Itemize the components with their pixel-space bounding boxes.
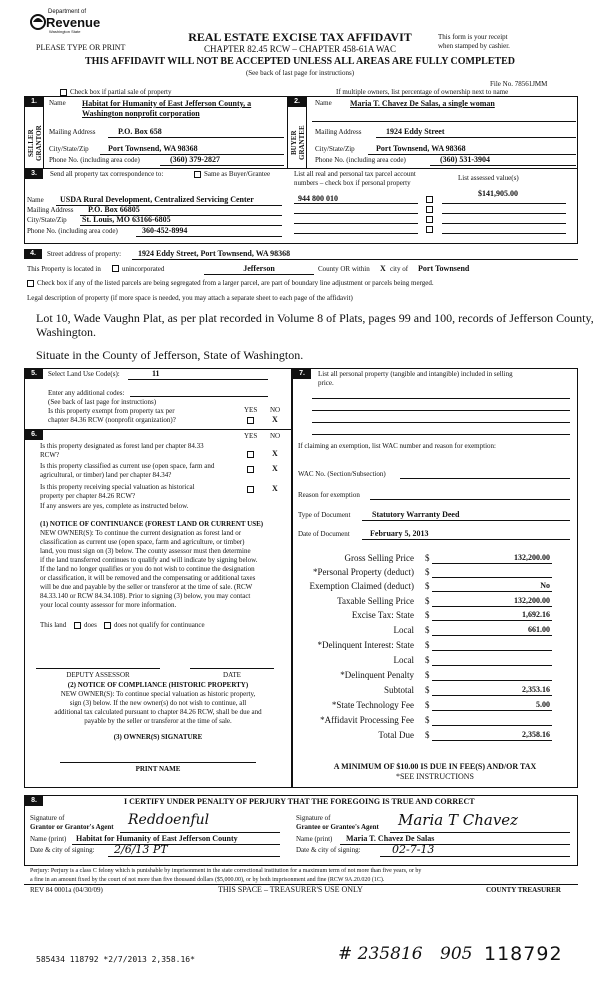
q3-yes-checkbox[interactable]	[247, 486, 254, 493]
calc-label: *State Technology Fee	[331, 700, 414, 710]
doc-date-label: Date of Document	[298, 530, 350, 538]
segregated-label: Check box if any of the listed parcels are being segregated from a larger parcel, are part of boundary line adjustment or parcels being merged.	[37, 279, 434, 287]
form-warning: THIS AFFIDAVIT WILL NOT BE ACCEPTED UNLESS ALL AREAS ARE FULLY COMPLETED	[84, 56, 516, 67]
calc-label: Excise Tax: State	[351, 610, 414, 620]
calc-dollar: $	[425, 730, 430, 740]
notice1-l5: If the land no longer qualifies or you do not wish to continue the designation	[40, 565, 255, 573]
notice2-title: (2) NOTICE OF COMPLIANCE (HISTORIC PROPERTY)	[67, 681, 249, 689]
section-1-tag: 1.	[25, 97, 43, 107]
q2-answer[interactable]: X	[272, 464, 278, 473]
doc-date[interactable]: February 5, 2013	[370, 529, 429, 538]
q1a: Is this property designated as forest land per chapter 84.33	[40, 442, 204, 450]
property-city[interactable]: Port Townsend	[418, 264, 470, 273]
seller-name-2[interactable]: Washington nonprofit corporation	[82, 109, 200, 118]
section-2-tag: 2.	[288, 97, 306, 107]
buyer-side-label: BUYER GRANTEE	[290, 125, 306, 161]
handwritten-code: 905	[440, 944, 473, 964]
perjury-2: a fine in an amount fixed by the court of not more than five thousand dollars ($5,000.00), or by both imprisonment and fine (RCW 9A.20.020 (1C).	[30, 877, 385, 883]
notice1-l2: classification as current use (open space, farm and agriculture, or timber)	[40, 538, 245, 546]
deputy-assessor: DEPUTY ASSESSOR	[66, 671, 130, 679]
calc-label: *Delinquent Interest: State	[317, 640, 414, 650]
parcel-account[interactable]: 944 800 010	[298, 194, 338, 203]
calc-label: Exemption Claimed (deduct)	[309, 581, 414, 591]
notice2-l4: payable by the seller or transferor at the time of sale.	[84, 717, 232, 725]
grantee-name[interactable]: Maria T. Chavez De Salas	[346, 834, 435, 843]
buyer-name[interactable]: Maria T. Chavez De Salas, a single woman	[350, 99, 495, 108]
grantee-sig-label-2: Grantee or Grantee's Agent	[296, 823, 379, 831]
calc-dollar: $	[425, 655, 430, 665]
q3b: property per chapter 84.26 RCW?	[40, 492, 136, 500]
calc-dollar: $	[425, 567, 430, 577]
grantor-date-label: Date & city of signing:	[30, 846, 95, 854]
grantee-name-label: Name (print)	[296, 835, 333, 843]
grantee-date[interactable]: 02-7-13	[392, 843, 435, 856]
doc-type[interactable]: Statutory Warranty Deed	[372, 510, 460, 519]
s5-see-back: (See back of last page for instructions)	[48, 398, 157, 406]
file-no: File No. 78561JMM	[490, 80, 548, 88]
handwritten-receipt: # 235816	[338, 944, 423, 964]
calc-dollar: $	[425, 715, 430, 725]
seller-name[interactable]: Habitat for Humanity of East Jefferson County, a	[82, 99, 252, 108]
logo-text: Revenue	[46, 15, 101, 30]
any-yes: If any answers are yes, complete as instructed below.	[40, 502, 189, 510]
multiple-owners: If multiple owners, list percentage of ownership next to name	[336, 88, 509, 96]
q2-yes-checkbox[interactable]	[247, 466, 254, 473]
grantor-name[interactable]: Habitat for Humanity of East Jefferson County	[76, 834, 238, 843]
buyer-phone[interactable]: (360) 531-3904	[440, 155, 490, 164]
accounts-label-2: numbers – check box if personal property	[294, 179, 411, 187]
land-use-code[interactable]: 11	[152, 369, 160, 378]
q1b: RCW?	[40, 451, 60, 459]
notice1-l3: land, you must sign on (3) below. The county assessor must then determine	[40, 547, 251, 555]
legal-desc-1: Lot 10, Wade Vaughn Plat, as per plat recorded in Volume 8 of Plats, pages 99 and 100, records of Jefferson County,	[36, 311, 594, 325]
does-not-label: does not qualify for continuance	[114, 621, 205, 629]
tax-corr-label: Send all property tax correspondence to:	[50, 170, 164, 178]
tax-corr-mailing-label: Mailing Address	[27, 206, 74, 214]
calc-value[interactable]: 132,200.00	[514, 553, 550, 562]
calc-dollar: $	[425, 685, 430, 695]
accounts-label-1: List all real and personal tax parcel account	[294, 170, 416, 178]
calc-dollar: $	[425, 610, 430, 620]
calc-label: Taxable Selling Price	[337, 596, 414, 606]
property-street[interactable]: 1924 Eddy Street, Port Townsend, WA 98368	[138, 249, 291, 258]
assessed-value[interactable]: $141,905.00	[478, 189, 518, 198]
seller-name-label: Name	[49, 99, 66, 107]
calc-dollar: $	[425, 596, 430, 606]
notice2-l3: additional tax calculated pursuant to chapter 84.26 RCW, shall be due and	[54, 708, 262, 716]
calc-label: *Personal Property (deduct)	[313, 567, 414, 577]
calc-dollar: $	[425, 670, 430, 680]
minimum-fee-2: *SEE INSTRUCTIONS	[395, 772, 474, 781]
tax-corr-city-label: City/State/Zip	[27, 216, 67, 224]
section-5-tag: 5.	[25, 369, 43, 379]
revenue-logo	[30, 8, 101, 36]
partial-sale-label: Check box if partial sale of property	[70, 88, 172, 96]
additional-codes: Enter any additional codes:	[48, 389, 125, 397]
section-4-tag: 4.	[24, 249, 42, 259]
exemption-label: If claiming an exemption, list WAC number and reason for exemption:	[298, 442, 496, 450]
notice1-l1: NEW OWNER(S): To continue the current designation as forest land or	[40, 529, 242, 537]
s7-label-1: List all personal property (tangible and intangible) included in selling	[318, 370, 513, 378]
calc-label: Subtotal	[383, 685, 414, 695]
buyer-city[interactable]: Port Townsend, WA 98368	[376, 144, 466, 153]
segregated-checkbox[interactable]	[27, 280, 34, 287]
wac-label: WAC No. (Section/Subsection)	[298, 470, 386, 478]
certify-statement: I CERTIFY UNDER PENALTY OF PERJURY THAT THE FOREGOING IS TRUE AND CORRECT	[124, 797, 475, 806]
seller-mailing[interactable]: P.O. Box 658	[118, 127, 162, 136]
grantee-date-label: Date & city of signing:	[296, 846, 361, 854]
seller-phone-label: Phone No. (including area code)	[49, 156, 140, 164]
reason-label: Reason for exemption	[298, 491, 360, 499]
section-6-tag: 6.	[25, 430, 43, 440]
s5-no: NO	[270, 406, 281, 414]
tax-corr-mailing[interactable]: P.O. Box 66805	[88, 205, 140, 214]
calc-label: Local	[393, 655, 414, 665]
exempt-q1: Is this property exempt from property tax per	[48, 407, 175, 415]
calc-dollar: $	[425, 625, 430, 635]
notice1-l7: will be due and payable by the seller or transferor at the time of sale. (RCW	[40, 583, 253, 591]
form-number: REV 84 0001a (04/30/09)	[30, 886, 103, 894]
notice1-l8: 84.33.140 or RCW 84.34.108). Prior to signing (3) below, you may contact	[40, 592, 251, 600]
grantee-signature[interactable]: Maria T Chavez	[398, 811, 519, 829]
receipt-stamp: 585434 118792 *2/7/2013 2,358.16*	[36, 955, 195, 964]
section-3-tag: 3.	[25, 169, 43, 179]
parcel-checkbox-2[interactable]	[426, 206, 433, 213]
exempt-yes-checkbox[interactable]	[247, 417, 254, 424]
section-7-tag: 7.	[293, 369, 311, 379]
county-or-label: County OR within	[318, 265, 370, 273]
legal-desc-2: Washington.	[36, 325, 97, 339]
this-land: This land	[40, 621, 67, 629]
see-back: (See back of last page for instructions)	[245, 69, 355, 77]
calc-label: *Delinquent Penalty	[340, 670, 414, 680]
same-as-buyer-checkbox[interactable]	[194, 171, 201, 178]
legal-label: Legal description of property (if more space is needed, you may attach a separate sheet to each page of the affidavit)	[27, 294, 353, 302]
parcel-checkbox-1[interactable]	[426, 196, 433, 203]
calc-dollar: $	[425, 581, 430, 591]
grantor-sig-label-1: Signature of	[30, 814, 65, 822]
calc-value[interactable]: 5.00	[536, 700, 550, 709]
treasurer-space: THIS SPACE – TREASURER'S USE ONLY	[218, 885, 363, 894]
notice2-l2: sign (3) below. If the new owner(s) do not wish to continue, all	[69, 699, 247, 707]
q1-yes-checkbox[interactable]	[247, 451, 254, 458]
calc-label: *Affidavit Processing Fee	[320, 715, 414, 725]
city-label: city of	[390, 265, 409, 273]
s6-yes: YES	[244, 432, 258, 440]
seller-city-label: City/State/Zip	[49, 145, 89, 153]
s6-no: NO	[270, 432, 281, 440]
land-use-label: Select Land Use Code(s):	[48, 370, 120, 378]
tax-corr-city[interactable]: St. Louis, MO 63166-6805	[82, 215, 171, 224]
form-title: REAL ESTATE EXCISE TAX AFFIDAVIT	[188, 30, 412, 44]
grantee-sig-label-1: Signature of	[296, 814, 331, 822]
does-checkbox[interactable]	[74, 622, 81, 629]
s5-yes: YES	[244, 406, 258, 414]
notice1-l9: your local county assessor for more information.	[40, 601, 177, 609]
exempt-answer[interactable]: X	[272, 415, 278, 424]
please-type: PLEASE TYPE OR PRINT	[36, 43, 126, 52]
exempt-q2: chapter 84.36 RCW (nonprofit organization)?	[48, 416, 176, 424]
buyer-name-label: Name	[315, 99, 332, 107]
county-treasurer: COUNTY TREASURER	[486, 886, 561, 894]
property-county[interactable]: Jefferson	[243, 264, 275, 273]
print-name-label: PRINT NAME	[135, 765, 181, 773]
notice1-title: (1) NOTICE OF CONTINUANCE (FOREST LAND OR CURRENT USE)	[40, 520, 264, 528]
calc-value[interactable]: 132,200.00	[514, 596, 550, 605]
legal-desc-3: Situate in the County of Jefferson, State of Washington.	[36, 348, 304, 362]
calc-dollar: $	[425, 700, 430, 710]
owner-signature-label: (3) OWNER(S) SIGNATURE	[113, 733, 203, 741]
unincorporated-label: unincorporated	[122, 265, 165, 273]
located-label: This Property is located in	[27, 265, 101, 273]
calc-dollar: $	[425, 553, 430, 563]
calc-value[interactable]: 661.00	[528, 625, 550, 634]
parcel-checkbox-4[interactable]	[426, 226, 433, 233]
grantor-sig-label-2: Grantor or Grantor's Agent	[30, 823, 114, 831]
receipt-note-2: when stamped by cashier.	[438, 42, 510, 50]
q3-answer[interactable]: X	[272, 484, 278, 493]
section-8-tag: 8.	[25, 796, 43, 806]
same-as-buyer-label: Same as Buyer/Grantee	[204, 170, 271, 178]
buyer-city-label: City/State/Zip	[315, 145, 355, 153]
buyer-mailing[interactable]: 1924 Eddy Street	[386, 127, 445, 136]
partial-sale-checkbox[interactable]	[60, 89, 67, 96]
calc-value[interactable]: No	[540, 581, 550, 590]
parcel-checkbox-3[interactable]	[426, 216, 433, 223]
calc-label: Local	[393, 625, 414, 635]
does-label: does	[84, 621, 97, 629]
does-not-checkbox[interactable]	[104, 622, 111, 629]
grantor-date[interactable]: 2/6/13 PT	[114, 843, 168, 856]
seller-city[interactable]: Port Townsend, WA 98368	[108, 144, 198, 153]
notice1-l4: if the land transferred continues to qualify and will indicate by signing below.	[40, 556, 258, 564]
perjury-1: Perjury: Perjury is a class C felony which is punishable by imprisonment in the state correctional institution for a maximum term of not more than five years, or by	[30, 868, 422, 874]
unincorporated-checkbox[interactable]	[112, 265, 119, 272]
notice2-l1: NEW OWNER(S): To continue special valuation as historic property,	[60, 690, 256, 698]
grantor-name-label: Name (print)	[30, 835, 67, 843]
notice1-l6: or classification, it will be removed and the compensating or additional taxes	[40, 574, 256, 582]
calc-label: Total Due	[378, 730, 414, 740]
q2a: Is this property classified as current use (open space, farm and	[40, 462, 215, 470]
assessed-label: List assessed value(s)	[458, 174, 519, 182]
doc-type-label: Type of Document	[298, 511, 351, 519]
q2b: agricultural, or timber) land per chapter 84.34?	[40, 471, 172, 479]
grantor-signature[interactable]: Reddoenful	[128, 812, 210, 828]
deputy-date: DATE	[223, 671, 241, 679]
tax-corr-name-label: Name	[27, 196, 44, 204]
minimum-fee-1: A MINIMUM OF $10.00 IS DUE IN FEE(S) AND/OR TAX	[333, 762, 537, 771]
seller-side-label: SELLER GRANTOR	[27, 125, 43, 161]
logo-state: Washington State	[49, 29, 81, 34]
calc-value[interactable]: 1,692.16	[522, 610, 550, 619]
logo-dept: Department of	[48, 9, 87, 15]
calc-dollar: $	[425, 640, 430, 650]
form-chapter: CHAPTER 82.45 RCW – CHAPTER 458-61A WAC	[204, 44, 396, 54]
tax-corr-name[interactable]: USDA Rural Development, Centralized Servicing Center	[60, 195, 254, 204]
calc-value[interactable]: 2,353.16	[522, 685, 550, 694]
seller-phone[interactable]: (360) 379-2827	[170, 155, 220, 164]
tax-corr-phone[interactable]: 360-452-8994	[142, 226, 188, 235]
handwritten-number: 118792	[484, 943, 563, 965]
buyer-phone-label: Phone No. (including area code)	[315, 156, 406, 164]
calc-value[interactable]: 2,358.16	[522, 730, 550, 739]
city-x[interactable]: X	[380, 264, 386, 273]
street-label: Street address of property:	[47, 250, 122, 258]
q1-answer[interactable]: X	[272, 449, 278, 458]
buyer-mailing-label: Mailing Address	[315, 128, 362, 136]
q3a: Is this property receiving special valuation as historical	[40, 483, 195, 491]
calc-label: Gross Selling Price	[344, 553, 414, 563]
receipt-note-1: This form is your receipt	[438, 33, 508, 41]
tax-corr-phone-label: Phone No. (including area code)	[27, 227, 118, 235]
s7-label-2: price.	[318, 379, 334, 387]
seller-mailing-label: Mailing Address	[49, 128, 96, 136]
